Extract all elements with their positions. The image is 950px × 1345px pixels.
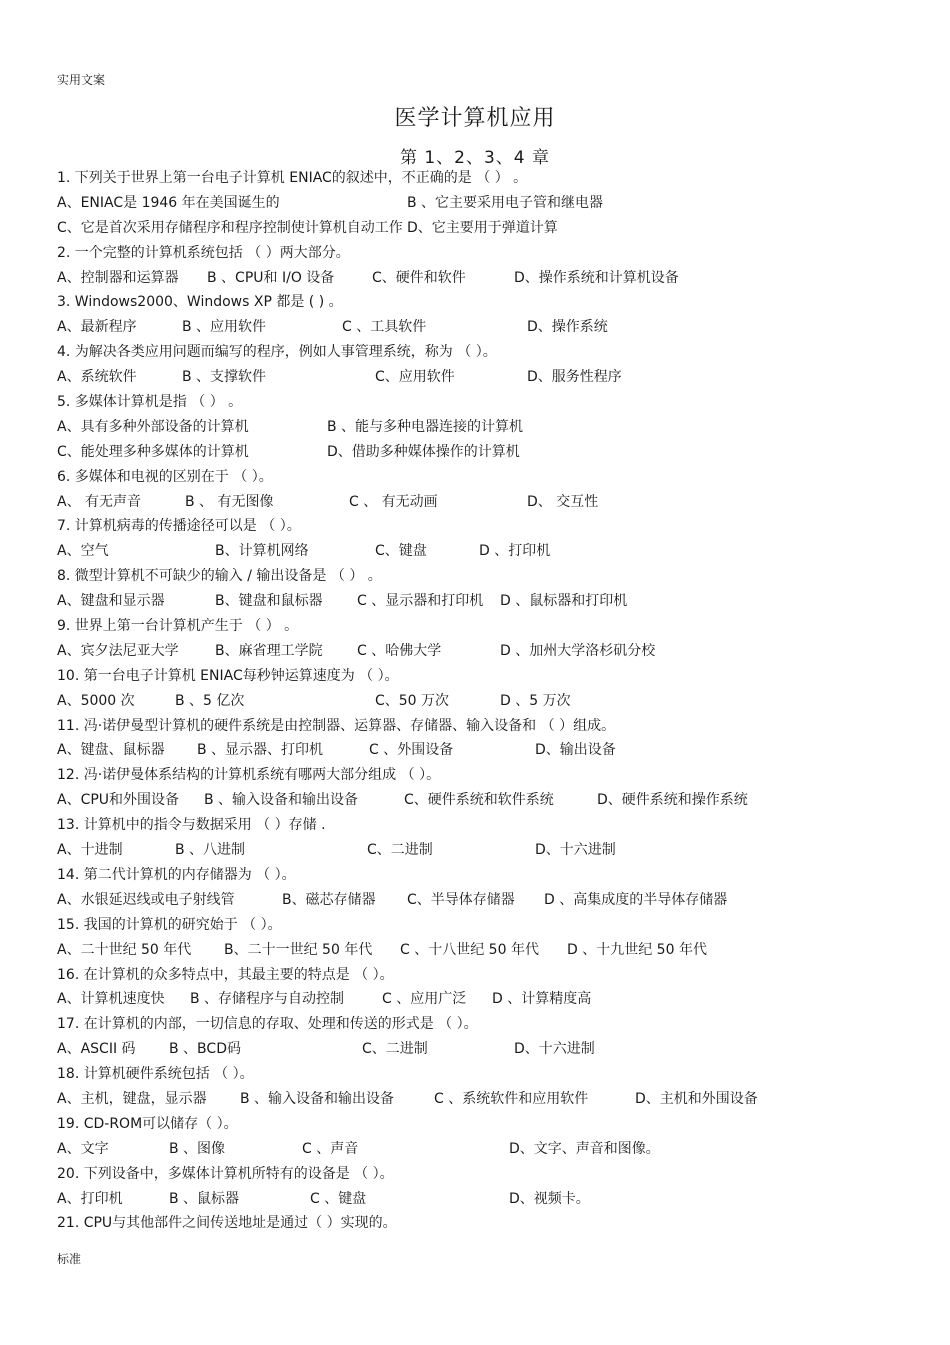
option-row xyxy=(57,539,917,564)
question-text xyxy=(57,1162,917,1187)
answer-option: B 、 有无图像 xyxy=(185,493,274,510)
question-stem: 9. 世界上第一台计算机产生于 （ ） 。 xyxy=(57,618,299,635)
question-text xyxy=(57,514,917,539)
answer-option: B、计算机网络 xyxy=(215,543,309,560)
answer-option: D 、打印机 xyxy=(479,543,551,560)
answer-option: B 、图像 xyxy=(169,1140,226,1157)
answer-option: B、键盘和鼠标器 xyxy=(215,593,323,610)
answer-option: A、水银延迟线或电子射线管 xyxy=(57,891,235,908)
option-row xyxy=(57,415,917,440)
question-text xyxy=(57,1062,917,1087)
answer-option: C、它是首次采用存储程序和程序控制使计算机自动工作 xyxy=(57,219,403,236)
question-stem: 19. CD-ROM可以储存（ ）。 xyxy=(57,1115,238,1132)
answer-option: D 、加州大学洛杉矶分校 xyxy=(500,642,656,659)
question-stem: 15. 我国的计算机的研究始于 （ ）。 xyxy=(57,916,282,933)
answer-option: A、键盘和显示器 xyxy=(57,593,165,610)
answer-option: C 、十八世纪 50 年代 xyxy=(400,941,539,958)
answer-option: D 、计算精度高 xyxy=(492,991,592,1008)
answer-option: C、应用软件 xyxy=(375,369,455,386)
option-row xyxy=(57,639,917,664)
option-row xyxy=(57,191,917,216)
answer-option: C、硬件系统和软件系统 xyxy=(404,792,554,809)
question-stem: 4. 为解决各类应用问题而编写的程序，例如人事管理系统，称为 （ ）。 xyxy=(57,344,497,361)
question-stem: 7. 计算机病毒的传播途径可以是 （ ）。 xyxy=(57,518,301,535)
question-list xyxy=(57,166,917,1236)
answer-option: B 、能与多种电器连接的计算机 xyxy=(327,418,524,435)
question-stem: 5. 多媒体计算机是指 （ ） 。 xyxy=(57,394,243,411)
question-stem: 3. Windows2000、Windows XP 都是 ( ) 。 xyxy=(57,294,343,311)
option-row xyxy=(57,440,917,465)
answer-option: A、系统软件 xyxy=(57,369,137,386)
question-stem: 10. 第一台电子计算机 ENIAC每秒钟运算速度为 （ ）。 xyxy=(57,667,399,684)
page-footer: 标准 xyxy=(57,1252,82,1266)
option-row xyxy=(57,216,917,241)
question-stem: 12. 冯·诺伊曼体系结构的计算机系统有哪两大部分组成 （ ）。 xyxy=(57,767,441,784)
answer-option: C、硬件和软件 xyxy=(372,269,466,286)
option-row xyxy=(57,365,917,390)
answer-option: C 、 有无动画 xyxy=(349,493,438,510)
answer-option: D 、鼠标器和打印机 xyxy=(500,593,628,610)
question-stem: 11. 冯·诺伊曼型计算机的硬件系统是由控制器、运算器、存储器、输入设备和 （ ）组成。 xyxy=(57,717,616,734)
answer-option: D 、高集成度的半导体存储器 xyxy=(544,891,728,908)
question-text xyxy=(57,714,917,739)
answer-option: D、视频卡。 xyxy=(509,1190,590,1207)
question-text xyxy=(57,1012,917,1037)
answer-option: A、5000 次 xyxy=(57,692,135,709)
answer-option: B 、BCD码 xyxy=(169,1041,241,1058)
answer-option: C、键盘 xyxy=(375,543,427,560)
answer-option: D、硬件系统和操作系统 xyxy=(597,792,748,809)
option-row xyxy=(57,788,917,813)
answer-option: A、空气 xyxy=(57,543,109,560)
question-stem: 6. 多媒体和电视的区别在于 （ ）。 xyxy=(57,468,273,485)
question-text xyxy=(57,763,917,788)
answer-option: A、ENIAC是 1946 年在美国诞生的 xyxy=(57,194,280,211)
answer-option: C 、显示器和打印机 xyxy=(357,593,484,610)
answer-option: D、操作系统 xyxy=(527,319,608,336)
option-row xyxy=(57,1037,917,1062)
answer-option: B、二十一世纪 50 年代 xyxy=(224,941,373,958)
answer-option: D、文字、声音和图像。 xyxy=(509,1140,660,1157)
question-text xyxy=(57,1112,917,1137)
option-row xyxy=(57,266,917,291)
answer-option: D、借助多种媒体操作的计算机 xyxy=(327,443,520,460)
answer-option: C、50 万次 xyxy=(375,692,450,709)
question-stem: 17. 在计算机的内部，一切信息的存取、处理和传送的形式是 （ ）。 xyxy=(57,1016,478,1033)
answer-option: C 、应用广泛 xyxy=(382,991,467,1008)
question-text xyxy=(57,166,917,191)
option-row xyxy=(57,1187,917,1212)
answer-option: B 、输入设备和输出设备 xyxy=(240,1090,395,1107)
answer-option: C、半导体存储器 xyxy=(407,891,515,908)
question-text xyxy=(57,614,917,639)
answer-option: C 、系统软件和应用软件 xyxy=(434,1090,589,1107)
answer-option: D 、十九世纪 50 年代 xyxy=(567,941,707,958)
question-stem: 1. 下列关于世界上第一台电子计算机 ENIAC的叙述中，不正确的是 （ ） 。 xyxy=(57,170,528,186)
answer-option: C 、外围设备 xyxy=(369,742,454,759)
question-text xyxy=(57,390,917,415)
option-row xyxy=(57,738,917,763)
answer-option: A、十进制 xyxy=(57,842,123,859)
answer-option: B、磁芯存储器 xyxy=(282,891,376,908)
answer-option: B 、应用软件 xyxy=(182,319,267,336)
answer-option: B 、鼠标器 xyxy=(169,1190,240,1207)
answer-option: B 、它主要采用电子管和继电器 xyxy=(407,194,604,211)
question-text xyxy=(57,465,917,490)
answer-option: D、操作系统和计算机设备 xyxy=(514,269,679,286)
answer-option: C、二进制 xyxy=(362,1041,428,1058)
question-text xyxy=(57,913,917,938)
answer-option: A、主机，键盘，显示器 xyxy=(57,1090,207,1107)
option-row xyxy=(57,490,917,515)
answer-option: B 、存储程序与自动控制 xyxy=(190,991,345,1008)
question-stem: 13. 计算机中的指令与数据采用 （ ）存储 . xyxy=(57,817,326,834)
page-header: 实用文案 xyxy=(57,73,106,87)
answer-option: D、服务性程序 xyxy=(527,369,622,386)
answer-option: C 、哈佛大学 xyxy=(357,642,442,659)
option-row xyxy=(57,589,917,614)
question-text xyxy=(57,963,917,988)
answer-option: D、 交互性 xyxy=(527,493,599,510)
question-text xyxy=(57,564,917,589)
answer-option: D、十六进制 xyxy=(535,842,616,859)
answer-option: A、二十世纪 50 年代 xyxy=(57,941,192,958)
question-stem: 8. 微型计算机不可缺少的输入 / 输出设备是 （ ） 。 xyxy=(57,568,382,585)
answer-option: D、主机和外围设备 xyxy=(635,1090,758,1107)
answer-option: B 、显示器、打印机 xyxy=(197,742,324,759)
document-title: 医学计算机应用 xyxy=(394,106,556,131)
answer-option: B 、5 亿次 xyxy=(175,692,245,709)
answer-option: B 、支撑软件 xyxy=(182,369,267,386)
question-text xyxy=(57,863,917,888)
question-text xyxy=(57,664,917,689)
answer-option: A、控制器和运算器 xyxy=(57,269,179,286)
answer-option: B、麻省理工学院 xyxy=(215,642,323,659)
answer-option: A、CPU和外围设备 xyxy=(57,792,180,809)
option-row xyxy=(57,1087,917,1112)
answer-option: D、它主要用于弹道计算 xyxy=(407,219,558,236)
answer-option: B 、输入设备和输出设备 xyxy=(204,792,359,809)
answer-option: D 、5 万次 xyxy=(500,692,571,709)
answer-option: C 、键盘 xyxy=(310,1190,367,1207)
answer-option: A、打印机 xyxy=(57,1190,123,1207)
answer-option: C 、工具软件 xyxy=(342,319,427,336)
answer-option: A、具有多种外部设备的计算机 xyxy=(57,418,249,435)
question-stem: 18. 计算机硬件系统包括 （ ）。 xyxy=(57,1066,254,1083)
question-text xyxy=(57,290,917,315)
option-row xyxy=(57,838,917,863)
question-stem: 20. 下列设备中，多媒体计算机所特有的设备是 （ ）。 xyxy=(57,1165,394,1182)
question-text xyxy=(57,340,917,365)
option-row xyxy=(57,1137,917,1162)
option-row xyxy=(57,689,917,714)
answer-option: A、ASCII 码 xyxy=(57,1041,136,1058)
answer-option: B 、CPU和 I/O 设备 xyxy=(207,269,335,286)
question-text xyxy=(57,813,917,838)
option-row xyxy=(57,987,917,1012)
answer-option: C 、声音 xyxy=(302,1140,359,1157)
question-text xyxy=(57,241,917,266)
question-stem: 21. CPU与其他部件之间传送地址是通过（ ）实现的。 xyxy=(57,1215,397,1232)
answer-option: A、计算机速度快 xyxy=(57,991,165,1008)
answer-option: B 、八进制 xyxy=(175,842,246,859)
answer-option: D、输出设备 xyxy=(535,742,616,759)
answer-option: D、十六进制 xyxy=(514,1041,595,1058)
question-text xyxy=(57,1211,917,1236)
option-row xyxy=(57,938,917,963)
answer-option: A、宾夕法尼亚大学 xyxy=(57,642,179,659)
option-row xyxy=(57,888,917,913)
answer-option: A、最新程序 xyxy=(57,319,137,336)
option-row xyxy=(57,315,917,340)
question-stem: 14. 第二代计算机的内存储器为 （ ）。 xyxy=(57,866,296,883)
answer-option: C、二进制 xyxy=(367,842,433,859)
answer-option: A、 有无声音 xyxy=(57,493,142,510)
chapter-heading: 第 1、2、3、4 章 xyxy=(399,148,551,168)
question-stem: 16. 在计算机的众多特点中，其最主要的特点是 （ ）。 xyxy=(57,966,394,983)
answer-option: A、键盘、鼠标器 xyxy=(57,742,165,759)
answer-option: A、文字 xyxy=(57,1140,109,1157)
answer-option: C、能处理多种多媒体的计算机 xyxy=(57,443,249,460)
question-stem: 2. 一个完整的计算机系统包括 （ ）两大部分。 xyxy=(57,244,350,261)
